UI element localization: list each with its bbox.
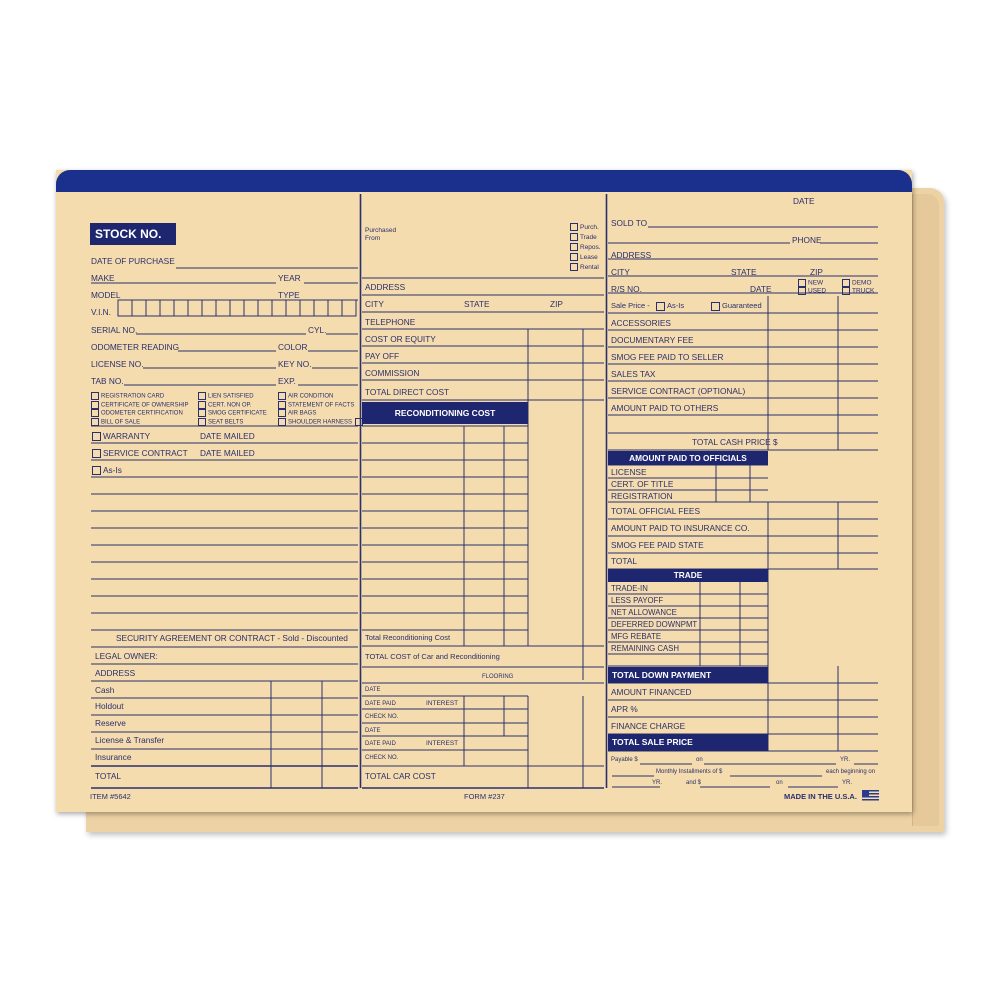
- tab-no-label: TAB NO.: [91, 376, 124, 386]
- checkbox-icon[interactable]: [711, 302, 720, 311]
- checkbox-icon[interactable]: [570, 223, 578, 231]
- date-paid-label: DATE PAID: [365, 741, 396, 747]
- security-agreement-label: SECURITY AGREEMENT OR CONTRACT - Sold - Discounted: [116, 633, 348, 643]
- stock-no-banner: STOCK NO.: [90, 223, 176, 245]
- checkbox-icon[interactable]: [91, 409, 99, 417]
- used-option[interactable]: USED: [798, 287, 826, 296]
- accessories-label: ACCESSORIES: [611, 318, 671, 328]
- service-contract-option[interactable]: SERVICE CONTRACT: [92, 448, 188, 458]
- date-label: DATE: [365, 687, 381, 693]
- checkbox-icon[interactable]: [91, 401, 99, 409]
- documents-checklist-col3: [278, 392, 365, 426]
- deferred-downpmt-label: DEFERRED DOWNPMT: [611, 620, 698, 629]
- checkbox-icon[interactable]: [278, 392, 286, 400]
- cert-of-title-label: CERT. OF TITLE: [611, 479, 674, 489]
- purchase-type-option[interactable]: Lease: [570, 253, 601, 263]
- purchase-type-checklist: [570, 223, 601, 273]
- pay-off-label: PAY OFF: [365, 351, 400, 361]
- checkbox-icon[interactable]: [656, 302, 665, 311]
- service-contract-label: SERVICE CONTRACT (OPTIONAL): [611, 386, 746, 396]
- telephone-label: TELEPHONE: [365, 317, 416, 327]
- commission-label: COMMISSION: [365, 368, 420, 378]
- doc-checkbox[interactable]: SMOG CERTIFICATE: [198, 409, 267, 418]
- yr-label: YR.: [840, 757, 851, 763]
- rs-no-label: R/S NO.: [611, 284, 642, 294]
- form-rules: [56, 170, 912, 812]
- total-label: TOTAL: [95, 771, 121, 781]
- cyl-label: CYL.: [308, 325, 327, 335]
- registration-label: REGISTRATION: [611, 491, 673, 501]
- total-official-fees-label: TOTAL OFFICIAL FEES: [611, 506, 700, 516]
- folder-back-edge: [912, 194, 939, 826]
- folder-front-panel: [56, 170, 912, 812]
- year-label: YEAR: [278, 273, 301, 283]
- doc-checkbox[interactable]: CERT. NON OP.: [198, 401, 267, 410]
- deal-jacket-form: [56, 170, 912, 812]
- purchase-type-option[interactable]: Trade: [570, 233, 601, 243]
- cash-label: Cash: [95, 685, 115, 695]
- model-label: MODEL: [91, 290, 121, 300]
- serial-no-label: SERIAL NO.: [91, 325, 138, 335]
- checkbox-icon[interactable]: [198, 401, 206, 409]
- make-label: MAKE: [91, 273, 115, 283]
- us-flag-icon: [862, 790, 879, 801]
- on-label: on: [696, 757, 703, 763]
- checkbox-icon[interactable]: [198, 392, 206, 400]
- date-mailed-label: DATE MAILED: [200, 448, 255, 458]
- flooring-label: FLOORING: [482, 674, 514, 680]
- type-label: TYPE: [278, 290, 300, 300]
- smog-fee-seller-label: SMOG FEE PAID TO SELLER: [611, 352, 724, 362]
- checkbox-icon[interactable]: [91, 418, 99, 426]
- total-car-cost-label: TOTAL CAR COST: [365, 771, 436, 781]
- doc-checkbox[interactable]: BILL OF SALE: [91, 418, 188, 427]
- state-label: STATE: [731, 267, 757, 277]
- phone-label: PHONE: [792, 235, 822, 245]
- item-number: ITEM #5642: [90, 792, 131, 801]
- reconditioning-cost-banner: RECONDITIONING COST: [362, 402, 528, 424]
- doc-checkbox[interactable]: LIEN SATISFIED: [198, 392, 267, 401]
- total-cost-car-label: TOTAL COST of Car and Reconditioning: [365, 652, 500, 661]
- doc-checkbox[interactable]: REGISTRATION CARD: [91, 392, 188, 401]
- address-label: ADDRESS: [365, 282, 406, 292]
- date-label: DATE: [793, 196, 815, 206]
- checkbox-icon[interactable]: [92, 449, 101, 458]
- doc-checkbox[interactable]: SHOULDER HARNESS: [278, 418, 365, 427]
- insurance-label: Insurance: [95, 752, 132, 762]
- as-is-option[interactable]: As-Is: [92, 465, 122, 475]
- apr-label: APR %: [611, 704, 638, 714]
- date-label: DATE: [750, 284, 772, 294]
- yr-label: YR.: [652, 780, 663, 786]
- address-label: ADDRESS: [95, 668, 136, 678]
- license-label: LICENSE: [611, 467, 647, 477]
- sold-to-label: SOLD TO: [611, 218, 648, 228]
- sale-price-label: Sale Price -: [611, 301, 650, 310]
- city-label: CITY: [611, 267, 630, 277]
- form-number: FORM #237: [464, 792, 505, 801]
- doc-checkbox[interactable]: SEAT BELTS: [198, 418, 267, 427]
- doc-checkbox[interactable]: STATEMENT OF FACTS: [278, 401, 365, 410]
- smog-fee-state-label: SMOG FEE PAID STATE: [611, 540, 704, 550]
- doc-checkbox[interactable]: ODOMETER CERTIFICATION: [91, 409, 188, 418]
- purchased-from-label: Purchased: [365, 227, 397, 234]
- finance-charge-label: FINANCE CHARGE: [611, 721, 686, 731]
- new-option[interactable]: NEW: [798, 279, 823, 288]
- documents-checklist-col1: [91, 392, 188, 426]
- total-down-payment-banner: TOTAL DOWN PAYMENT: [608, 667, 768, 683]
- checkbox-icon[interactable]: [798, 287, 806, 295]
- address-label: ADDRESS: [611, 250, 652, 260]
- date-label: DATE: [365, 728, 381, 734]
- checkbox-icon[interactable]: [798, 279, 806, 287]
- zip-label: ZIP: [810, 267, 823, 277]
- purchase-type-option[interactable]: Purch.: [570, 223, 601, 233]
- interest-label: INTEREST: [426, 700, 459, 707]
- monthly-installments-label: Monthly Installments of $: [656, 769, 723, 775]
- less-payoff-label: LESS PAYOFF: [611, 596, 664, 605]
- total-direct-cost-label: TOTAL DIRECT COST: [365, 387, 450, 397]
- license-no-label: LICENSE NO.: [91, 359, 144, 369]
- made-in-usa-label: MADE IN THE U.S.A.: [784, 792, 857, 801]
- vin-label: V.I.N.: [91, 307, 111, 317]
- remaining-cash-label: REMAINING CASH: [611, 644, 680, 653]
- key-no-label: KEY NO.: [278, 359, 312, 369]
- yr-label: YR.: [842, 780, 853, 786]
- date-mailed-label: DATE MAILED: [200, 431, 255, 441]
- demo-option[interactable]: DEMO: [842, 279, 872, 288]
- check-no-label: CHECK NO.: [365, 755, 399, 761]
- amount-paid-insurance-label: AMOUNT PAID TO INSURANCE CO.: [611, 523, 750, 533]
- date-paid-label: DATE PAID: [365, 701, 396, 707]
- checkbox-icon[interactable]: [92, 466, 101, 475]
- amount-financed-label: AMOUNT FINANCED: [611, 687, 692, 697]
- checkbox-icon[interactable]: [842, 287, 850, 295]
- legal-owner-label: LEGAL OWNER:: [95, 651, 158, 661]
- date-of-purchase-label: DATE OF PURCHASE: [91, 256, 175, 266]
- checkbox-icon[interactable]: [278, 401, 286, 409]
- state-label: STATE: [464, 299, 490, 309]
- purchased-from-label-2: From: [365, 235, 381, 242]
- checkbox-icon[interactable]: [570, 263, 578, 271]
- checkbox-icon[interactable]: [198, 409, 206, 417]
- checkbox-icon[interactable]: [91, 392, 99, 400]
- checkbox-icon[interactable]: [278, 418, 286, 426]
- checkbox-icon[interactable]: [278, 409, 286, 417]
- as-is-option[interactable]: As-Is: [656, 301, 684, 311]
- checkbox-icon[interactable]: [198, 418, 206, 426]
- color-label: COLOR: [278, 342, 308, 352]
- interest-label: INTEREST: [426, 740, 459, 747]
- license-transfer-label: License & Transfer: [95, 735, 165, 745]
- city-label: CITY: [365, 299, 384, 309]
- checkbox-icon[interactable]: [570, 233, 578, 241]
- truck-option[interactable]: TRUCK: [842, 287, 874, 296]
- amount-paid-others-label: AMOUNT PAID TO OTHERS: [611, 403, 719, 413]
- sales-tax-label: SALES TAX: [611, 369, 656, 379]
- payable-label: Payable $: [611, 757, 638, 763]
- total-reconditioning-label: Total Reconditioning Cost: [365, 633, 451, 642]
- total-sale-price-banner: TOTAL SALE PRICE: [608, 734, 768, 751]
- on-label: on: [776, 780, 783, 786]
- trade-banner: TRADE: [608, 569, 768, 582]
- checkbox-icon[interactable]: [92, 432, 101, 441]
- net-allowance-label: NET ALLOWANCE: [611, 608, 677, 617]
- doc-checkbox[interactable]: AIR CONDITION: [278, 392, 365, 401]
- zip-label: ZIP: [550, 299, 563, 309]
- mfg-rebate-label: MFG REBATE: [611, 632, 662, 641]
- warranty-option[interactable]: WARRANTY: [92, 431, 150, 441]
- exp-label: EXP.: [278, 376, 296, 386]
- doc-checkbox[interactable]: CERTIFICATE OF OWNERSHIP: [91, 401, 188, 410]
- purchase-type-option[interactable]: Rental: [570, 263, 601, 273]
- trade-in-label: TRADE-IN: [611, 584, 648, 593]
- purchase-type-option[interactable]: Repos.: [570, 243, 601, 253]
- documentary-fee-label: DOCUMENTARY FEE: [611, 335, 694, 345]
- cost-or-equity-label: COST OR EQUITY: [365, 334, 436, 344]
- holdout-label: Holdout: [95, 701, 124, 711]
- each-beginning-label: each beginning on: [826, 769, 876, 775]
- check-no-label: CHECK NO.: [365, 714, 399, 720]
- guaranteed-option[interactable]: Guaranteed: [711, 301, 762, 311]
- checkbox-icon[interactable]: [570, 253, 578, 261]
- checkbox-icon[interactable]: [570, 243, 578, 251]
- total-label: TOTAL: [611, 556, 637, 566]
- odometer-label: ODOMETER READING: [91, 342, 180, 352]
- checkbox-icon[interactable]: [842, 279, 850, 287]
- amount-paid-officials-banner: AMOUNT PAID TO OFFICIALS: [608, 451, 768, 465]
- and-label: and $: [686, 780, 702, 786]
- documents-checklist-col2: [198, 392, 267, 426]
- reserve-label: Reserve: [95, 718, 126, 728]
- total-cash-price-label: TOTAL CASH PRICE $: [692, 437, 778, 447]
- doc-checkbox[interactable]: AIR BAGS: [278, 409, 365, 418]
